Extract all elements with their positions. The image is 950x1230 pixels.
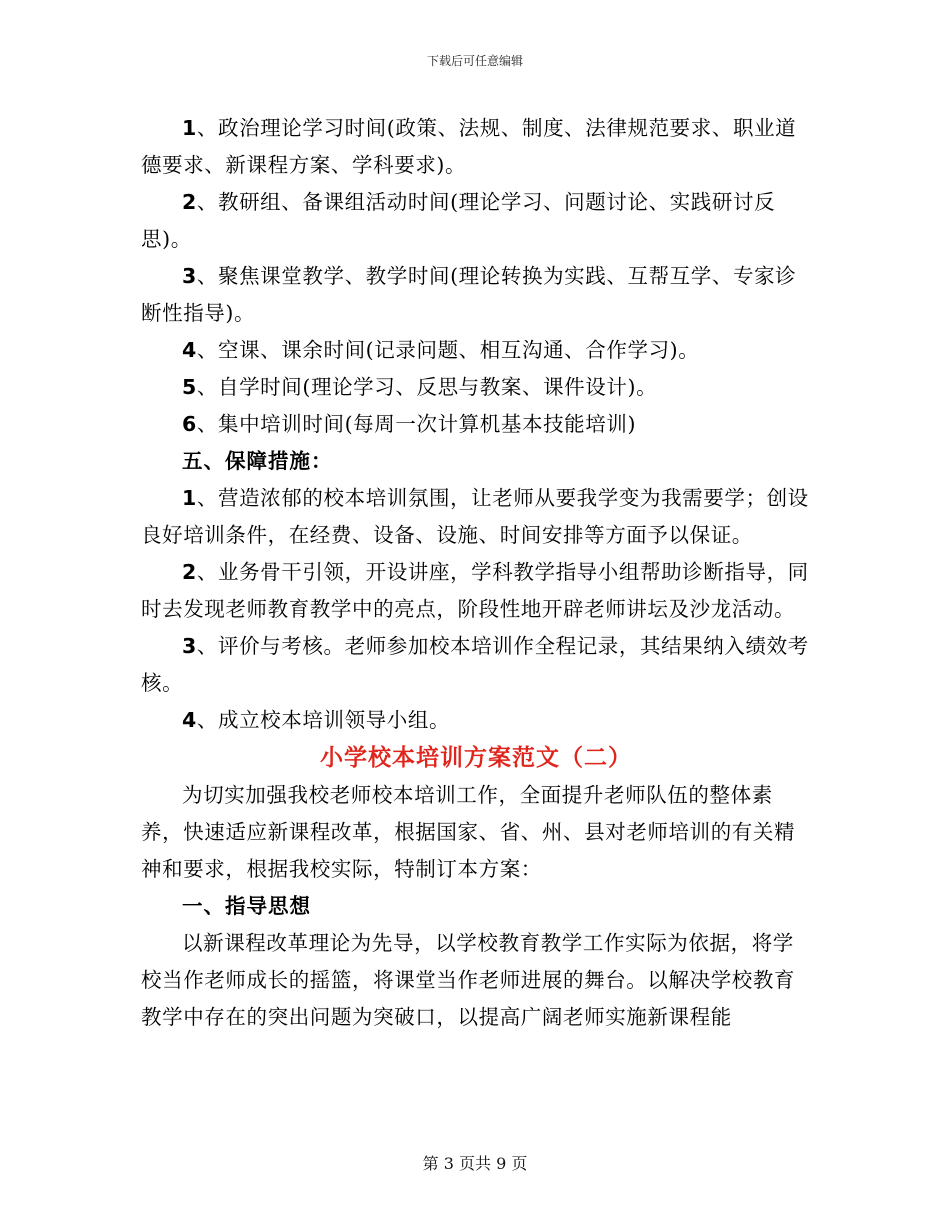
item-text: 、政治理论学习时间(政策、法规、制度、法律规范要求、职业道德要求、新课程方案、学科要求)。	[141, 116, 797, 177]
list-item-5	[141, 369, 811, 406]
list-item-6	[141, 406, 811, 443]
list-item-4	[141, 332, 811, 369]
page-footer: 第 3 页共 9 页	[422, 1154, 528, 1173]
item-number: 5	[182, 375, 197, 399]
part2-title: 小学校本培训方案范文（二）	[320, 745, 632, 771]
safeguard-item-2	[141, 554, 811, 628]
header-note: 下载后可任意编辑	[426, 54, 523, 68]
safeguard-item-3	[141, 628, 811, 702]
item-text: 、评价与考核。老师参加校本培训作全程记录，其结果纳入绩效考核。	[141, 634, 809, 695]
list-item-2	[141, 184, 811, 258]
item-text: 、成立校本培训领导小组。	[196, 708, 451, 732]
item-text: 、营造浓郁的校本培训氛围，让老师从要我学变为我需要学；创设良好培训条件，在经费、设备、设施、时间安排等方面予以保证。	[141, 486, 809, 547]
section-heading-guiding-idea: 一、指导思想	[182, 894, 311, 918]
item-number: 4	[182, 338, 197, 362]
safeguard-item-4	[141, 702, 811, 739]
item-number: 1	[182, 486, 197, 510]
item-number: 6	[182, 412, 197, 436]
item-text: 、集中培训时间(每周一次计算机基本技能培训)	[196, 412, 637, 436]
item-number: 1	[182, 116, 197, 140]
item-text: 、教研组、备课组活动时间(理论学习、问题讨论、实践研讨反思)。	[141, 190, 776, 251]
list-item-3	[141, 258, 811, 332]
part2-intro: 为切实加强我校老师校本培训工作，全面提升老师队伍的整体素养，快速适应新课程改革，根据国家、省、州、县对老师培训的有关精神和要求，根据我校实际，特制订本方案：	[141, 783, 796, 881]
guiding-idea-paragraph: 以新课程改革理论为先导，以学校教育教学工作实际为依据，将学校当作老师成长的摇篮，将课堂当作老师进展的舞台。以解决学校教育教学中存在的突出问题为突破口，以提高广阔老师实施新课程能	[141, 931, 796, 1029]
item-number: 2	[182, 190, 197, 214]
item-text: 、自学时间(理论学习、反思与教案、课件设计)。	[196, 375, 658, 399]
item-number: 4	[182, 708, 197, 732]
item-text: 、业务骨干引领，开设讲座，学科教学指导小组帮助诊断指导，同时去发现老师教育教学中的亮点，阶段性地开辟老师讲坛及沙龙活动。	[141, 560, 809, 621]
item-number: 3	[182, 634, 197, 658]
item-text: 、空课、课余时间(记录问题、相互沟通、合作学习)。	[196, 338, 700, 362]
section-heading-safeguards: 五、保障措施：	[182, 449, 333, 473]
item-text: 、聚焦课堂教学、教学时间(理论转换为实践、互帮互学、专家诊断性指导)。	[141, 264, 797, 325]
item-number: 3	[182, 264, 197, 288]
document-body	[141, 110, 811, 1036]
list-item-1	[141, 110, 811, 184]
item-number: 2	[182, 560, 197, 584]
safeguard-item-1	[141, 480, 811, 554]
